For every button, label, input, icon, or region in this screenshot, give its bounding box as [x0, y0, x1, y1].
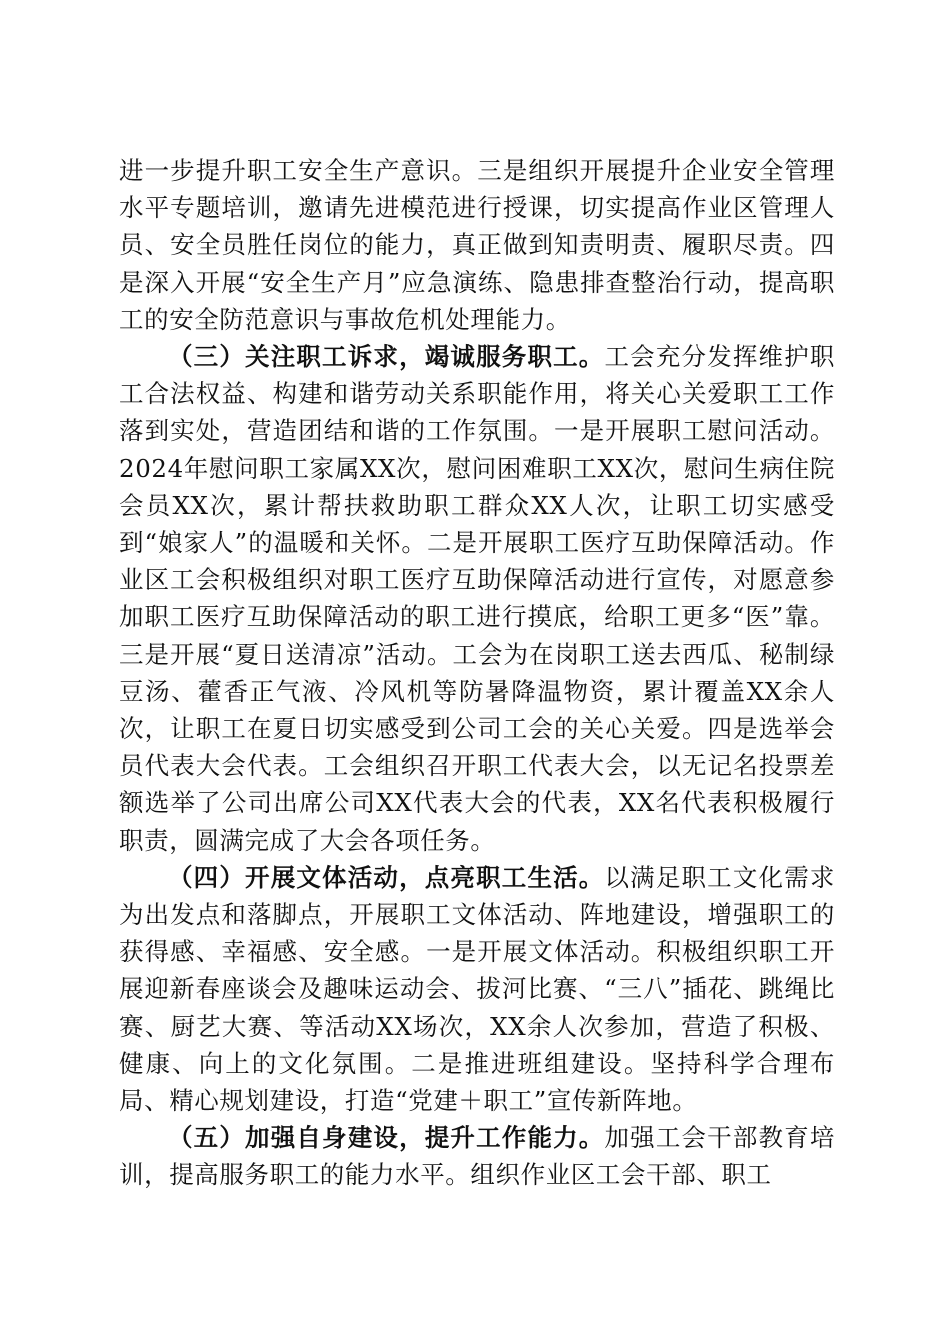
paragraph-body: 进一步提升职工安全生产意识。三是组织开展提升企业安全管理水平专题培训，邀请先进模范进行授课，切实提高作业区管理人员、安全员胜任岗位的能力，真正做到知责明责、履职尽责。四是深入开展“安全生产月”应急演练、隐患排查整治行动，提高职工的安全防范意识与事故危机处理能力。 — [119, 156, 835, 334]
section-heading: （三）关注职工诉求，竭诚服务职工。 — [168, 342, 605, 372]
paragraph-continuation — [119, 152, 835, 338]
section-heading: （四）开展文体活动，点亮职工生活。 — [168, 862, 605, 892]
paragraph-body: 工会充分发挥维护职工合法权益、构建和谐劳动关系职能作用，将关心关爱职工工作落到实处，营造团结和谐的工作氛围。一是开展职工慰问活动。2024年慰问职工家属XX次，慰问困难职工XX次，慰问生病住院会员XX次，累计帮扶救助职工群众XX人次，让职工切实感受到“娘家人”的温暖和关怀。二是开展职工医疗互助保障活动。作业区工会积极组织对职工医疗互助保障活动进行宣传，对愿意参加职工医疗互助保障活动的职工进行摸底，给职工更多“医”靠。三是开展“夏日送清凉”活动。工会为在岗职工送去西瓜、秘制绿豆汤、藿香正气液、冷风机等防暑降温物资，累计覆盖XX余人次，让职工在夏日切实感受到公司工会的关心关爱。四是选举会员代表大会代表。工会组织召开职工代表大会，以无记名投票差额选举了公司出席公司XX代表大会的代表，XX名代表积极履行职责，圆满完成了大会各项任务。 — [119, 342, 835, 855]
paragraph-section-5 — [119, 1119, 835, 1193]
paragraph-section-3 — [119, 338, 835, 859]
paragraph-body: 加强工会干部教育培训，提高服务职工的能力水平。组织作业区工会干部、职工 — [119, 1123, 835, 1190]
paragraph-section-4 — [119, 859, 835, 1119]
document-body — [119, 152, 835, 1194]
section-heading: （五）加强自身建设，提升工作能力。 — [168, 1123, 605, 1153]
paragraph-body: 以满足职工文化需求为出发点和落脚点，开展职工文体活动、阵地建设，增强职工的获得感、幸福感、安全感。一是开展文体活动。积极组织职工开展迎新春座谈会及趣味运动会、拔河比赛、“三八”插花、跳绳比赛、厨艺大赛、等活动XX场次，XX余人次参加，营造了积极、健康、向上的文化氛围。二是推进班组建设。坚持科学合理布局、精心规划建设，打造“党建＋职工”宣传新阵地。 — [119, 862, 835, 1116]
